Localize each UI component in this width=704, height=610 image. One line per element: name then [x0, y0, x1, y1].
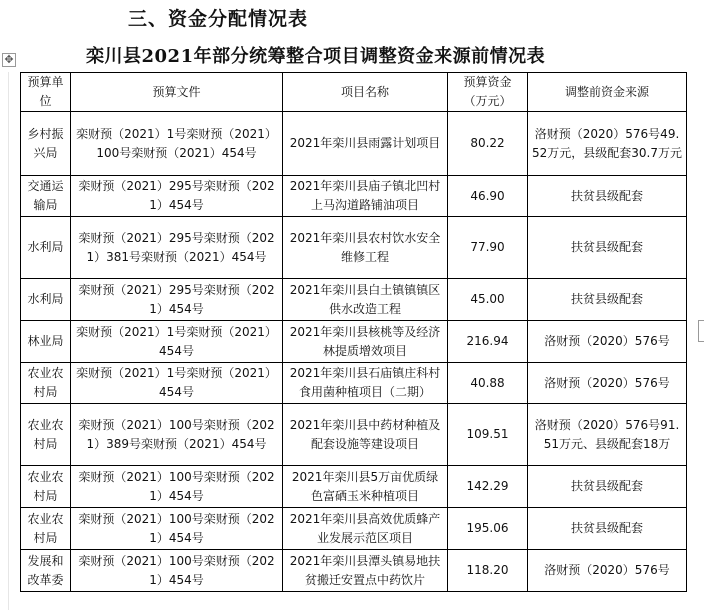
cell-amount: 40.88	[448, 363, 528, 404]
cell-unit: 农业农村局	[21, 404, 71, 466]
table-row	[21, 217, 687, 279]
cell-project: 2021年栾川县核桃等及经济林提质增效项目	[283, 321, 448, 363]
cell-file: 栾财预（2021）100号栾财预（2021）389号栾财预（2021）454号	[71, 404, 283, 466]
section-heading: 三、资金分配情况表	[128, 8, 309, 30]
cell-source: 扶贫县级配套	[528, 279, 687, 321]
table-row	[21, 321, 687, 363]
cell-source: 扶贫县级配套	[528, 466, 687, 508]
table-row	[21, 508, 687, 550]
table-row	[21, 550, 687, 592]
cell-project: 2021年栾川县农村饮水安全维修工程	[283, 217, 448, 279]
column-header-source: 调整前资金来源	[528, 73, 687, 112]
cell-unit: 乡村振兴局	[21, 112, 71, 176]
column-header-file: 预算文件	[71, 73, 283, 112]
cell-project: 2021年栾川县石庙镇庄科村食用菌种植项目（二期）	[283, 363, 448, 404]
cell-amount: 80.22	[448, 112, 528, 176]
cell-unit: 农业农村局	[21, 466, 71, 508]
cell-source: 扶贫县级配套	[528, 508, 687, 550]
table-row	[21, 279, 687, 321]
cell-project: 2021年栾川县高效优质蜂产业发展示范区项目	[283, 508, 448, 550]
cell-amount: 45.00	[448, 279, 528, 321]
table-row	[21, 363, 687, 404]
column-header-unit: 预算单位	[21, 73, 71, 112]
cell-amount: 142.29	[448, 466, 528, 508]
cell-file: 栾财预（2021）295号栾财预（2021）454号	[71, 176, 283, 217]
table-row	[21, 404, 687, 466]
cell-file: 栾财预（2021）100号栾财预（2021）454号	[71, 508, 283, 550]
cell-project: 2021年栾川县雨露计划项目	[283, 112, 448, 176]
cell-unit: 林业局	[21, 321, 71, 363]
cell-unit: 农业农村局	[21, 508, 71, 550]
cell-unit: 水利局	[21, 279, 71, 321]
table-move-handle-icon[interactable]: ✥	[2, 53, 16, 67]
cell-file: 栾财预（2021）1号栾财预（2021）100号栾财预（2021）454号	[71, 112, 283, 176]
cell-unit: 水利局	[21, 217, 71, 279]
cell-file: 栾财预（2021）295号栾财预（2021）454号	[71, 279, 283, 321]
table-title: 栾川县2021年部分统筹整合项目调整资金来源前情况表	[86, 46, 546, 67]
cell-amount: 77.90	[448, 217, 528, 279]
cell-file: 栾财预（2021）1号栾财预（2021）454号	[71, 321, 283, 363]
budget-table	[20, 72, 687, 592]
cell-source: 洛财预（2020）576号	[528, 321, 687, 363]
cell-amount: 216.94	[448, 321, 528, 363]
cell-source: 洛财预（2020）576号91.51万元、县级配套18万	[528, 404, 687, 466]
table-row	[21, 466, 687, 508]
cell-project: 2021年栾川县中药材种植及配套设施等建设项目	[283, 404, 448, 466]
table-resize-handle[interactable]	[698, 320, 704, 342]
table-header-row	[21, 73, 687, 112]
cell-project: 2021年栾川县5万亩优质绿色富硒玉米种植项目	[283, 466, 448, 508]
cell-file: 栾财预（2021）295号栾财预（2021）381号栾财预（2021）454号	[71, 217, 283, 279]
cell-source: 洛财预（2020）576号	[528, 363, 687, 404]
cell-source: 洛财预（2020）576号49.52万元，县级配套30.7万元	[528, 112, 687, 176]
cell-file: 栾财预（2021）100号栾财预（2021）454号	[71, 466, 283, 508]
cell-project: 2021年栾川县白土镇镇镇区供水改造工程	[283, 279, 448, 321]
cell-source: 扶贫县级配套	[528, 217, 687, 279]
cell-amount: 109.51	[448, 404, 528, 466]
cell-project: 2021年栾川县潭头镇易地扶贫搬迁安置点中药饮片	[283, 550, 448, 592]
cell-amount: 118.20	[448, 550, 528, 592]
cell-unit: 交通运输局	[21, 176, 71, 217]
cell-amount: 195.06	[448, 508, 528, 550]
cell-unit: 发展和改革委	[21, 550, 71, 592]
cell-project: 2021年栾川县庙子镇北凹村上马沟道路铺油项目	[283, 176, 448, 217]
column-header-project: 项目名称	[283, 73, 448, 112]
table-row	[21, 112, 687, 176]
table-row	[21, 176, 687, 217]
cell-source: 洛财预（2020）576号	[528, 550, 687, 592]
cell-amount: 46.90	[448, 176, 528, 217]
cell-file: 栾财预（2021）100号栾财预（2021）454号	[71, 550, 283, 592]
cell-file: 栾财预（2021）1号栾财预（2021）454号	[71, 363, 283, 404]
column-header-amount: 预算资金（万元）	[448, 73, 528, 112]
cell-unit: 农业农村局	[21, 363, 71, 404]
page-margin-rule	[8, 72, 9, 610]
cell-source: 扶贫县级配套	[528, 176, 687, 217]
